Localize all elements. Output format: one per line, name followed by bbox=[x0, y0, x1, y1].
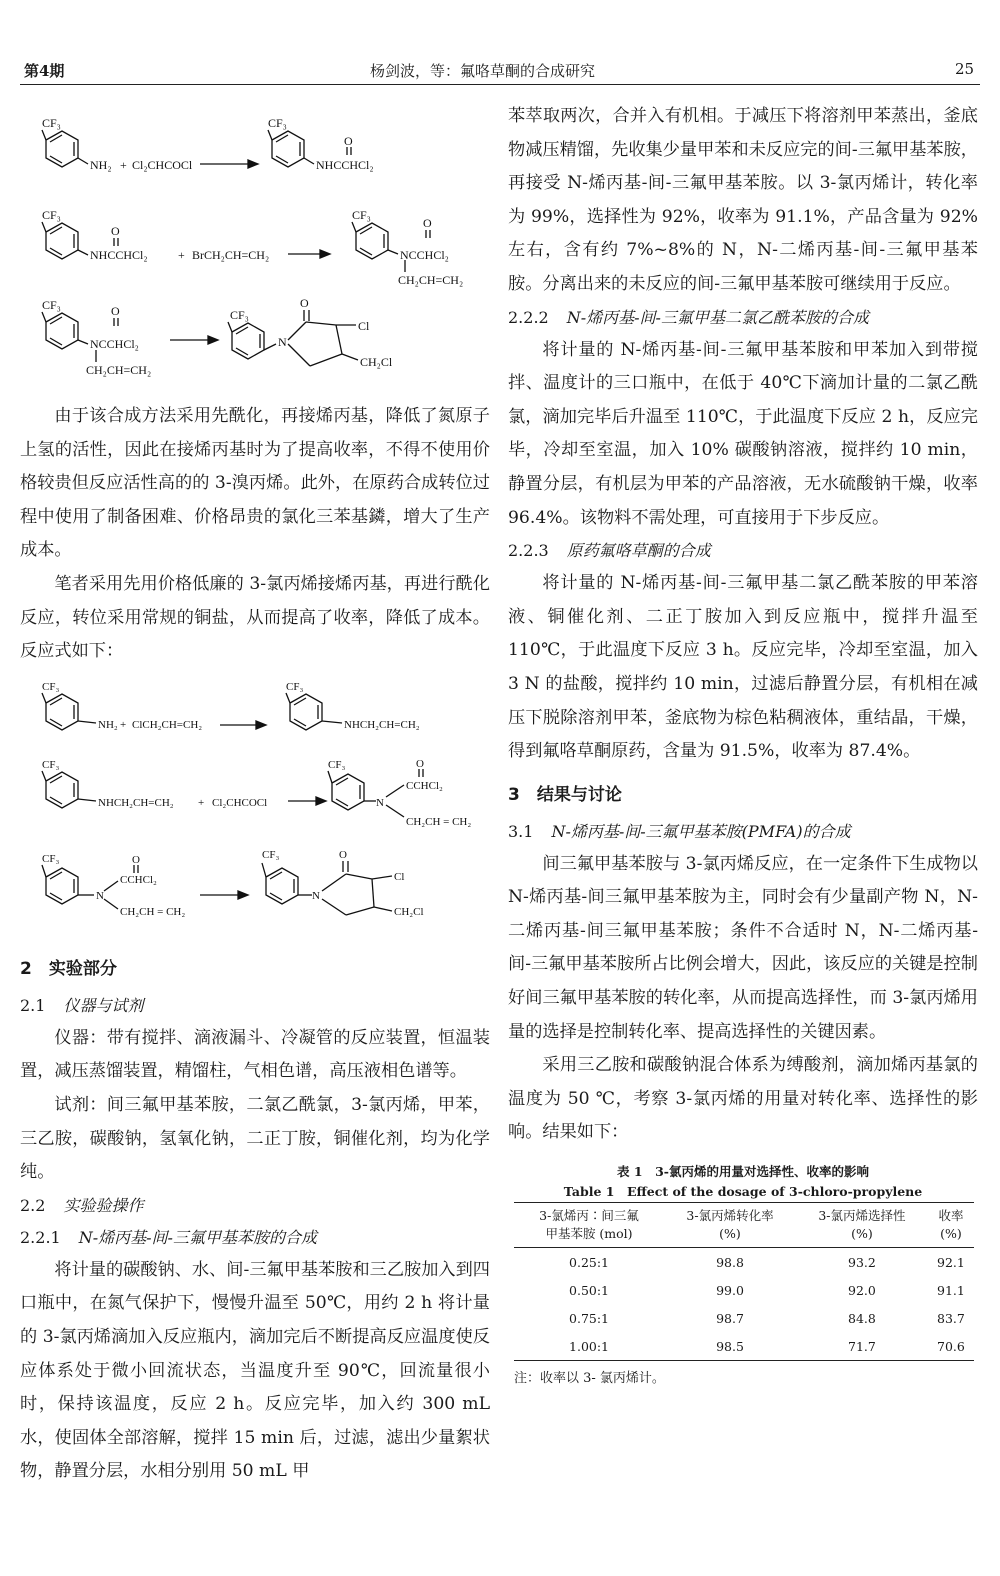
table-cell: 83.7 bbox=[937, 1310, 965, 1326]
cf3-label: CF₃ bbox=[230, 308, 249, 322]
allyl-label: CH₂CH = CH₂ bbox=[406, 815, 472, 828]
cf3-label: CF₃ bbox=[328, 758, 346, 771]
subsection-heading-2-2-1: 2.2.1 N-烯丙基-间-三氟甲基苯胺的合成 bbox=[20, 1227, 317, 1247]
paragraph: 试剂：间三氟甲基苯胺，二氯乙酰氯，3-氯丙烯，甲苯，三乙胺，碳酸钠，氢氧化钠，二正丁胺，铜催化剂，均为化学纯。 bbox=[20, 1094, 490, 1183]
table-cell: 98.7 bbox=[716, 1310, 744, 1326]
reaction-scheme-1 bbox=[20, 100, 490, 400]
table-note: 注：收率以 3- 氯丙烯计。 bbox=[514, 1371, 665, 1387]
table-cell: 1.00:1 bbox=[569, 1338, 610, 1354]
table-row bbox=[514, 1276, 974, 1304]
reagent-label: Cl₂CHCOCl bbox=[132, 158, 193, 172]
n-label: N bbox=[278, 335, 287, 349]
paragraph: 将计量的 N-烯丙基-间-三氟甲基苯胺和甲苯加入到带搅拌、温度计的三口瓶中，在低于 40℃下滴加计量的二氯乙酰氯，滴加完毕后升温至 110℃，于此温度下反应 2 h，反应完毕，冷却至室温，加入 10% 碳酸钠溶液，搅拌约 10 min，静置分层，有机层为甲苯的产品溶液，无水硫酸钠干燥，收率 96.4%。该物料不需处理，可直接用于下步反应。 bbox=[508, 339, 978, 528]
table-cell: 71.7 bbox=[848, 1338, 876, 1354]
carbonyl-o-label: O bbox=[300, 296, 309, 310]
table-cell: 92.1 bbox=[937, 1254, 965, 1270]
data-table bbox=[514, 1202, 974, 1361]
subsection-heading-2-1: 2.1 仪器与试剂 bbox=[20, 995, 144, 1015]
table-cell: 92.0 bbox=[848, 1282, 876, 1298]
n-label: N bbox=[376, 796, 384, 809]
table-row bbox=[514, 1248, 974, 1277]
reactant-label: NCCHCl₂ bbox=[90, 337, 139, 351]
reactant-label: NHCH₂CH=CH₂ bbox=[98, 796, 174, 809]
plus-sign: + bbox=[178, 248, 185, 262]
column-header: 3-氯丙烯转化率 (%) bbox=[686, 1208, 774, 1242]
table-row bbox=[514, 1304, 974, 1332]
ch2cl-label: CH₂Cl bbox=[394, 905, 424, 918]
carbonyl-o-label: O bbox=[132, 853, 140, 866]
section-heading-3: 3 结果与讨论 bbox=[508, 784, 622, 805]
table-cell: 99.0 bbox=[716, 1282, 744, 1298]
ch2cl-label: CH₂Cl bbox=[360, 355, 393, 369]
paragraph: 苯萃取两次，合并入有机相。于减压下将溶剂甲苯蒸出，釜底物减压精馏，先收集少量甲苯和未反应完的间-三氟甲基苯胺，再接受 N-烯丙基-间-三氟甲基苯胺。以 3-氯丙烯计，转化率为 99%，选择性为 92%，收率为 91.1%，产品含量为 92%左右，含有约 7%~8%的 N，N-二烯丙基-间-三氟甲基苯胺。分离出来的未反应的间-三氟甲基苯胺可继续用于反应。 bbox=[508, 106, 978, 294]
table-cell: 98.8 bbox=[716, 1254, 744, 1270]
column-header: 收率 (%) bbox=[938, 1208, 964, 1242]
table-cell: 70.6 bbox=[937, 1338, 965, 1354]
cf3-label: CF₃ bbox=[42, 680, 60, 693]
table-title-cn: 表 1 3-氯丙烯的用量对选择性、收率的影响 bbox=[617, 1164, 869, 1180]
subsection-heading-2-2: 2.2 实验验操作 bbox=[20, 1195, 144, 1215]
paragraph: 采用三乙胺和碳酸钠混合体系为缚酸剂，滴加烯丙基氯的温度为 50 ℃，考察 3-氯丙烯的用量对转化率、选择性的影响。结果如下： bbox=[508, 1055, 978, 1143]
paragraph: 由于该合成方法采用先酰化，再接烯丙基，降低了氮原子上氢的活性，因此在接烯丙基时为了提高收率，不得不使用价格较贵但反应活性高的的 3-溴丙烯。此外，在原药合成转位过程中使用了制备困难、价格昂贵的氯化三苯基鏻，增大了生产成本。 bbox=[20, 406, 490, 561]
carbonyl-o-label: O bbox=[339, 848, 347, 861]
cf3-label: CF₃ bbox=[352, 208, 371, 222]
acyl-label: CCHCl₂ bbox=[406, 779, 443, 792]
column-header: 3-氯烯丙∶间三氟 甲基苯胺 (mol) bbox=[539, 1208, 639, 1242]
paragraph: 间三氟甲基苯胺与 3-氯丙烯反应，在一定条件下生成物以 N-烯丙基-间三氟甲基苯胺为主，同时会有少量副产物 N，N-二烯丙基-间三氟甲基苯胺；条件不合适时 N，N-二烯丙基-间-三氟甲基苯胺所占比例会增大，因此，该反应的关键是控制好间三氟甲基苯胺的转化率，从而提高选择性，而 3-氯丙烯用量的选择是控制转化率、提高选择性的关键因素。 bbox=[508, 853, 978, 1042]
section-heading-2: 2 实验部分 bbox=[20, 958, 117, 979]
n-label: N bbox=[312, 889, 320, 902]
allyl-label: CH₂CH = CH₂ bbox=[120, 905, 186, 918]
subsection-heading-2-2-3: 2.2.3 原药氟咯草酮的合成 bbox=[508, 541, 711, 561]
issue-number: 第4期 bbox=[24, 62, 65, 80]
acyl-label: CCHCl₂ bbox=[120, 873, 157, 886]
cl-label: Cl bbox=[394, 870, 405, 883]
table-cell: 98.5 bbox=[716, 1338, 744, 1354]
carbonyl-o-label: O bbox=[423, 216, 432, 230]
reagent-label: ClCH₂CH=CH₂ bbox=[132, 718, 203, 731]
reactant-label: NHCCHCl₂ bbox=[90, 248, 148, 262]
nh2-label: NH₂ bbox=[98, 718, 118, 731]
running-title: 杨剑波，等：氟咯草酮的合成研究 bbox=[370, 62, 596, 80]
subsection-heading-2-2-2: 2.2.2 N-烯丙基-间-三氟甲基二氯乙酰苯胺的合成 bbox=[508, 307, 869, 327]
table-header-row bbox=[514, 1203, 974, 1248]
table-cell: 91.1 bbox=[937, 1282, 965, 1298]
reagent-label: BrCH₂CH=CH₂ bbox=[192, 248, 270, 262]
reagent-label: Cl₂CHCOCl bbox=[212, 796, 268, 809]
table-title-en: Table 1 Effect of the dosage of 3-chloro-propylene bbox=[563, 1184, 923, 1200]
paragraph: 仪器：带有搅拌、滴液漏斗、冷凝管的反应装置，恒温装置，减压蒸馏装置，精馏柱，气相色谱，高压液相色谱等。 bbox=[20, 1027, 490, 1082]
cf3-label: CF₃ bbox=[286, 680, 304, 693]
plus-sign: + bbox=[120, 158, 127, 172]
table-cell: 0.75:1 bbox=[569, 1310, 610, 1326]
cf3-label: CF₃ bbox=[42, 852, 60, 865]
reaction-scheme-2 bbox=[20, 669, 490, 949]
plus-sign: + bbox=[198, 796, 205, 809]
plus-sign: + bbox=[120, 718, 127, 731]
product-label: NHCCHCl₂ bbox=[316, 158, 374, 172]
column-header: 3-氯丙烯选择性 (%) bbox=[818, 1208, 906, 1242]
carbonyl-o-label: O bbox=[344, 134, 353, 148]
right-column bbox=[508, 100, 978, 1386]
cf3-label: CF₃ bbox=[262, 848, 280, 861]
paragraph: 将计量的 N-烯丙基-间-三氟甲基二氯乙酰苯胺的甲苯溶液、铜催化剂、二正丁胺加入到反应瓶中，搅拌升温至 110℃，于此温度下反应 3 h。反应完毕，冷却至室温，加入 3 N 的盐酸，搅拌约 10 min，过滤后静置分层，有机相在减压下脱除溶剂甲苯，釜底物为棕色粘稠液体，重结晶，干燥，得到氟咯草酮原药，含量为 91.5%，收率为 87.4%。 bbox=[508, 573, 978, 762]
header-rule bbox=[20, 84, 980, 85]
table-cell: 93.2 bbox=[848, 1254, 876, 1270]
table-1 bbox=[508, 1162, 978, 1386]
product-label: NCCHCl₂ bbox=[400, 248, 449, 262]
n-label: N bbox=[96, 889, 104, 902]
cf3-label: CF₃ bbox=[42, 208, 61, 222]
cf3-label: CF₃ bbox=[42, 758, 60, 771]
carbonyl-o-label: O bbox=[416, 757, 424, 770]
cl-label: Cl bbox=[358, 319, 370, 333]
table-cell: 0.25:1 bbox=[569, 1254, 610, 1270]
cf3-label: CF₃ bbox=[42, 298, 61, 312]
paragraph: 将计量的碳酸钠、水、间-三氟甲基苯胺和三乙胺加入到四口瓶中，在氮气保护下，慢慢升温至 50℃，用约 2 h 将计量的 3-氯丙烯滴加入反应瓶内，滴加完后不断提高反应温度使反应体系处于微小回流状态，当温度升至 90℃，回流量很小时，保持该温度，反应 2 h。反应完毕，加入约 300 mL 水，使固体全部溶解，搅拌 15 min 后，过滤，滤出少量絮状物，静置分层，水相分别用 50 mL 甲 bbox=[20, 1259, 490, 1482]
table-cell: 84.8 bbox=[848, 1310, 876, 1326]
cf3-label: CF₃ bbox=[42, 116, 61, 130]
left-column bbox=[20, 100, 490, 1489]
table-cell: 0.50:1 bbox=[569, 1282, 610, 1298]
allyl-label: CH₂CH=CH₂ bbox=[398, 273, 464, 287]
nh2-label: NH₂ bbox=[90, 158, 112, 172]
cf3-label: CF₃ bbox=[268, 116, 287, 130]
allyl-label: CH₂CH=CH₂ bbox=[86, 363, 152, 377]
table-row bbox=[514, 1332, 974, 1361]
product-label: NHCH₂CH=CH₂ bbox=[344, 718, 420, 731]
paragraph: 笔者采用先用价格低廉的 3-氯丙烯接烯丙基，再进行酰化反应，转位采用常规的铜盐，从而提高了收率，降低了成本。反应式如下： bbox=[20, 573, 490, 662]
carbonyl-o-label: O bbox=[111, 224, 120, 238]
carbonyl-o-label: O bbox=[111, 304, 120, 318]
page-number: 25 bbox=[955, 60, 975, 78]
subsection-heading-3-1: 3.1 N-烯丙基-间-三氟甲基苯胺(PMFA)的合成 bbox=[508, 821, 851, 841]
